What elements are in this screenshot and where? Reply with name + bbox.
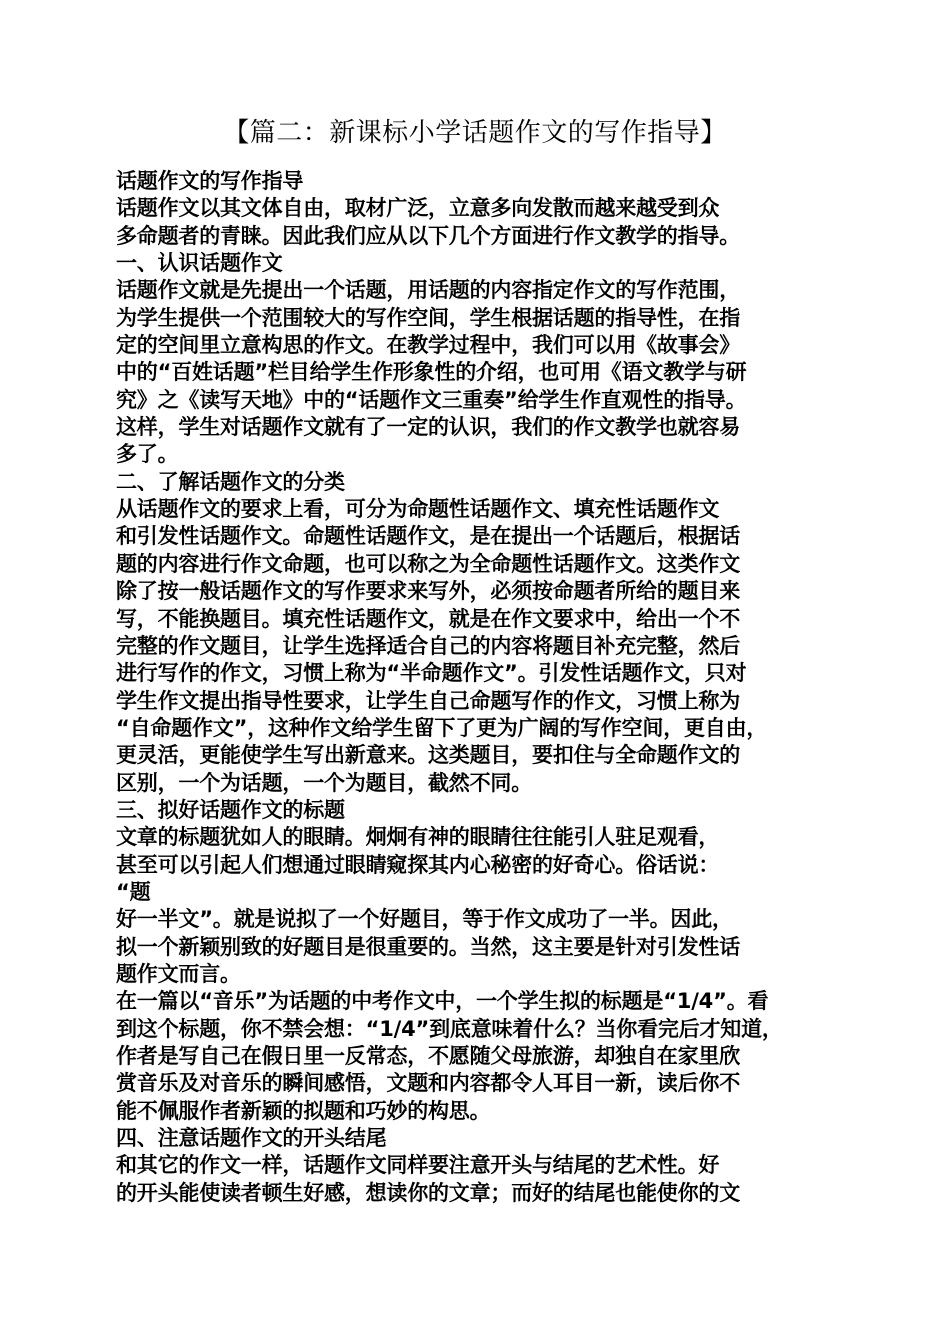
section-heading: 一、认识话题作文: [116, 251, 283, 276]
section-heading: 四、注意话题作文的开头结尾: [116, 1126, 387, 1151]
paragraph-line: 题的内容进行作文命题，也可以称之为全命题性话题作文。这类作文: [116, 551, 740, 576]
paragraph-line: 中的“百姓话题”栏目给学生作形象性的介绍，也可用《语文教学与研: [116, 360, 747, 385]
paragraph-line: 区别，一个为话题，一个为题目，截然不同。: [116, 770, 532, 795]
paragraph-line: 和引发性话题作文。命题性话题作文，是在提出一个话题后，根据话: [116, 524, 740, 549]
paragraph-line: 到这个标题，你不禁会想：“1/4”到底意味着什么？当你看完后才知道，: [116, 1016, 783, 1041]
paragraph-line: 的开头能使读者顿生好感，想读你的文章；而好的结尾也能使你的文: [116, 1180, 740, 1205]
paragraph-line: 究》之《读写天地》中的“话题作文三重奏”给学生作直观性的指导。: [116, 387, 747, 412]
paragraph-line: 这样，学生对话题作文就有了一定的认识，我们的作文教学也就容易: [116, 415, 740, 440]
paragraph-line: 从话题作文的要求上看，可分为命题性话题作文、填充性话题作文: [116, 497, 720, 522]
paragraph-line: 能不佩服作者新颖的拟题和巧妙的构思。: [116, 1098, 491, 1123]
section-heading: 话题作文的写作指导: [116, 169, 304, 193]
paragraph-line: 除了按一般话题作文的写作要求来写外，必须按命题者所给的题目来: [116, 579, 740, 604]
document-title: 【篇二：新课标小学话题作文的写作指导】: [223, 118, 727, 148]
paragraph-line: 多命题者的青睐。因此我们应从以下几个方面进行作文教学的指导。: [116, 223, 740, 248]
paragraph-line: 更灵活，更能使学生写出新意来。这类题目，要扣住与全命题作文的: [116, 743, 740, 768]
paragraph-line: 在一篇以“音乐”为话题的中考作文中，一个学生拟的标题是“1/4”。看: [116, 989, 769, 1014]
paragraph-line: 完整的作文题目，让学生选择适合自己的内容将题目补充完整，然后: [116, 633, 740, 658]
paragraph-line: 题作文而言。: [116, 961, 241, 986]
document-body: [116, 168, 836, 1207]
paragraph-line: 作者是写自己在假日里一反常态，不愿随父母旅游，却独自在家里欣: [116, 1044, 740, 1068]
paragraph-line: “题: [116, 879, 151, 904]
paragraph-line: “自命题作文”，这种作文给学生留下了更为广阔的写作空间，更自由，: [116, 715, 768, 740]
paragraph-line: 为学生提供一个范围较大的写作空间，学生根据话题的指导性，在指: [116, 305, 740, 330]
paragraph-line: 学生作文提出指导性要求，让学生自己命题写作的作文，习惯上称为: [116, 688, 740, 713]
paragraph-line: 话题作文以其文体自由，取材广泛，立意多向发散而越来越受到众: [116, 196, 720, 221]
paragraph-line: 拟一个新颖别致的好题目是很重要的。当然，这主要是针对引发性话: [116, 934, 740, 959]
paragraph-line: 写，不能换题目。填充性话题作文，就是在作文要求中，给出一个不: [116, 606, 740, 631]
paragraph-line: 定的空间里立意构思的作文。在教学过程中，我们可以用《故事会》: [116, 333, 740, 358]
paragraph-line: 文章的标题犹如人的眼睛。炯炯有神的眼睛往往能引人驻足观看，: [116, 825, 720, 850]
paragraph-line: 进行写作的作文，习惯上称为“半命题作文”。引发性话题作文，只对: [116, 661, 747, 686]
section-heading: 三、拟好话题作文的标题: [116, 797, 345, 822]
section-heading: 二、了解话题作文的分类: [116, 469, 345, 494]
paragraph-line: 甚至可以引起人们想通过眼睛窥探其内心秘密的好奇心。俗话说：: [116, 852, 720, 877]
paragraph-line: 好一半文”。就是说拟了一个好题目，等于作文成功了一半。因此，: [116, 907, 733, 932]
paragraph-line: 话题作文就是先提出一个话题，用话题的内容指定作文的写作范围，: [116, 278, 740, 303]
paragraph-line: 多了。: [116, 442, 179, 467]
paragraph-line: 和其它的作文一样，话题作文同样要注意开头与结尾的艺术性。好: [116, 1153, 720, 1178]
paragraph-line: 赏音乐及对音乐的瞬间感悟，文题和内容都令人耳目一新，读后你不: [116, 1071, 740, 1096]
